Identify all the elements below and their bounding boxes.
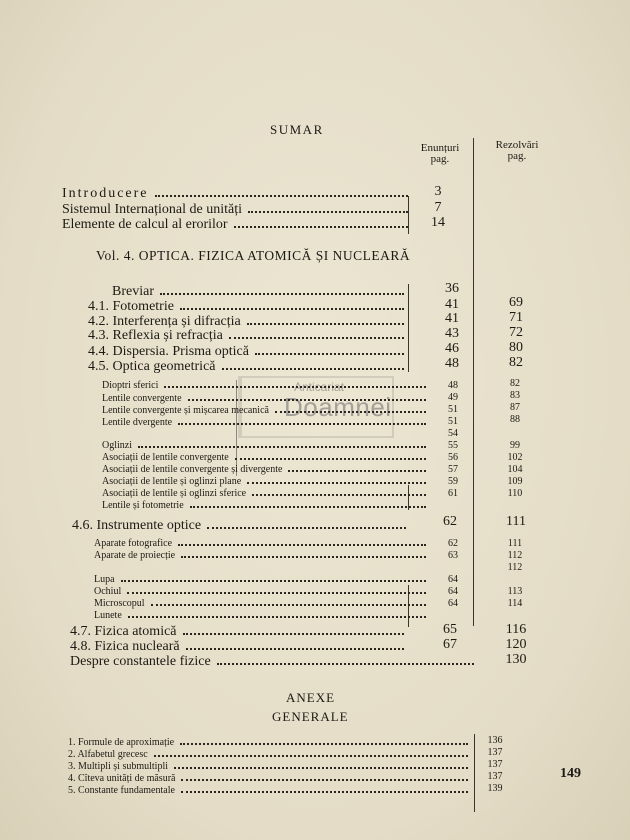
toc-row: 4.1. Fotometrie: [88, 299, 410, 315]
toc-subrow: 2. Alfabetul grecesc: [68, 749, 474, 760]
toc-subrow: 1. Formule de aproximație: [68, 737, 474, 748]
toc-page-rezolvare: 69: [509, 295, 523, 310]
watermark-text: Anticariat: [294, 380, 345, 394]
toc-subrow: Ochiul: [94, 586, 432, 597]
watermark-logo: Doamnei: [284, 392, 392, 422]
column-header-enunturi: Enunțuri pag.: [420, 142, 460, 165]
toc-subrow: Asociații de lentile convergente și divergente: [102, 464, 432, 475]
toc-page-enunt: 51: [448, 416, 458, 427]
toc-page-enunt: 46: [445, 341, 459, 356]
toc-page-enunt: 59: [448, 476, 458, 487]
section-title-generale: GENERALE: [272, 709, 349, 724]
toc-page-enunt: 7: [434, 200, 442, 215]
toc-page-rezolvare: 104: [507, 464, 523, 475]
toc-page-enunt: 14: [431, 215, 445, 230]
toc-page-rezolvare: 120: [505, 637, 527, 652]
toc-subrow: Lentile convergente: [102, 393, 432, 404]
toc-page-rezolvare: 112: [507, 550, 523, 561]
toc-page-enunt: 41: [445, 297, 459, 312]
toc-page-rezolvare: 116: [505, 622, 527, 637]
toc-page-rezolvare: 102: [507, 452, 523, 463]
toc-page-anexa: 139: [487, 783, 503, 794]
toc-row: Sistemul Internațional de unități: [62, 202, 414, 218]
toc-subrow: Lentile convergente și mișcarea mecanică: [102, 405, 432, 416]
toc-page-rezolvare: 109: [507, 476, 523, 487]
toc-row: 4.4. Dispersia. Prisma optică: [88, 344, 410, 360]
toc-page-enunt: 49: [448, 392, 458, 403]
toc-row: 4.3. Reflexia și refracția: [88, 328, 410, 344]
toc-row: Elemente de calcul al erorilor: [62, 217, 414, 233]
toc-page-enunt: 62: [448, 538, 458, 549]
toc-page-enunt: 57: [448, 464, 458, 475]
toc-page-rezolvare: 80: [509, 340, 523, 355]
toc-page-enunt: 3: [434, 184, 442, 199]
toc-subrow: Lentile și fotometrie: [102, 500, 432, 511]
toc-page-enunt: 64: [448, 574, 458, 585]
toc-page-rezolvare: 72: [509, 325, 523, 340]
toc-page-enunt: 62: [443, 514, 457, 529]
toc-page-enunt: 61: [448, 488, 458, 499]
toc-page-rezolvare: 82: [510, 378, 520, 389]
toc-page-anexa: 137: [487, 759, 503, 770]
toc-page-rezolvare: 130: [505, 652, 527, 667]
toc-page-rezolvare: 114: [507, 598, 523, 609]
page-number: 149: [560, 766, 581, 781]
toc-page-enunt: 65: [443, 622, 457, 637]
toc-row: Introducere: [62, 186, 414, 202]
toc-page-enunt: 36: [445, 281, 459, 296]
toc-subrow: Aparate de proiecție: [94, 550, 432, 561]
toc-page-rezolvare: 99: [510, 440, 520, 451]
toc-row: Despre constantele fizice: [70, 654, 480, 670]
toc-page-enunt: 51: [448, 404, 458, 415]
toc-page-enunt: 48: [448, 380, 458, 391]
toc-page-rezolvare: 71: [509, 310, 523, 325]
toc-subrow: Oglinzi: [102, 440, 432, 451]
toc-subrow: Dioptri sferici: [102, 380, 432, 391]
toc-subrow: Asociații de lentile convergente: [102, 452, 432, 463]
page-title: SUMAR: [270, 122, 324, 137]
toc-page-rezolvare: 111: [507, 538, 523, 549]
toc-subrow: 5. Constante fundamentale: [68, 785, 474, 796]
column-divider: [473, 138, 474, 626]
volume-title: Vol. 4. OPTICA. FIZICA ATOMICĂ ȘI NUCLEARĂ: [96, 248, 411, 263]
toc-page-rezolvare: 111: [506, 514, 526, 529]
toc-page-rezolvare: 83: [510, 390, 520, 401]
toc-page-rezolvare: 113: [507, 586, 523, 597]
toc-page-anexa: 137: [487, 771, 503, 782]
toc-subrow: Lupa: [94, 574, 432, 585]
toc-subrow: Microscopul: [94, 598, 432, 609]
toc-subrow: Aparate fotografice: [94, 538, 432, 549]
toc-page-enunt: 54: [448, 428, 458, 439]
toc-page-anexa: 137: [487, 747, 503, 758]
toc-row: 4.6. Instrumente optice: [72, 518, 412, 534]
toc-page-enunt: 41: [445, 311, 459, 326]
toc-subrow: Asociații de lentile și oglinzi plane: [102, 476, 432, 487]
toc-page-rezolvare: 82: [509, 355, 523, 370]
toc-page-anexa: 136: [487, 735, 503, 746]
toc-page-rezolvare: 87: [510, 402, 520, 413]
toc-row: 4.8. Fizica nucleară: [70, 639, 410, 655]
toc-row: 4.2. Interferența și difracția: [88, 314, 410, 330]
toc-subrow: 4. Cîteva unități de măsură: [68, 773, 474, 784]
toc-page-enunt: 64: [448, 598, 458, 609]
toc-page-enunt: 48: [445, 356, 459, 371]
toc-row: 4.5. Optica geometrică: [88, 359, 410, 375]
toc-page-rezolvare: 110: [507, 488, 523, 499]
toc-subrow: Lentile dvergente: [102, 417, 432, 428]
toc-page-enunt: 55: [448, 440, 458, 451]
toc-page-enunt: 64: [448, 586, 458, 597]
column-header-rezolvari: Rezolvări pag.: [495, 139, 539, 162]
toc-page-enunt: 67: [443, 637, 457, 652]
toc-page-enunt: 43: [445, 326, 459, 341]
column-divider-anexe: [474, 734, 475, 812]
toc-page-enunt: 56: [448, 452, 458, 463]
section-title-anexe: ANEXE: [286, 690, 336, 705]
toc-subrow: Lunete: [94, 610, 432, 621]
toc-page-enunt: 63: [448, 550, 458, 561]
toc-subrow: Asociații de lentile și oglinzi sferice: [102, 488, 432, 499]
toc-subrow: 3. Multipli și submultipli: [68, 761, 474, 772]
toc-row: Breviar: [88, 284, 410, 300]
toc-page-rezolvare: 112: [507, 562, 523, 573]
toc-page-rezolvare: 88: [510, 414, 520, 425]
toc-row: 4.7. Fizica atomică: [70, 624, 410, 640]
